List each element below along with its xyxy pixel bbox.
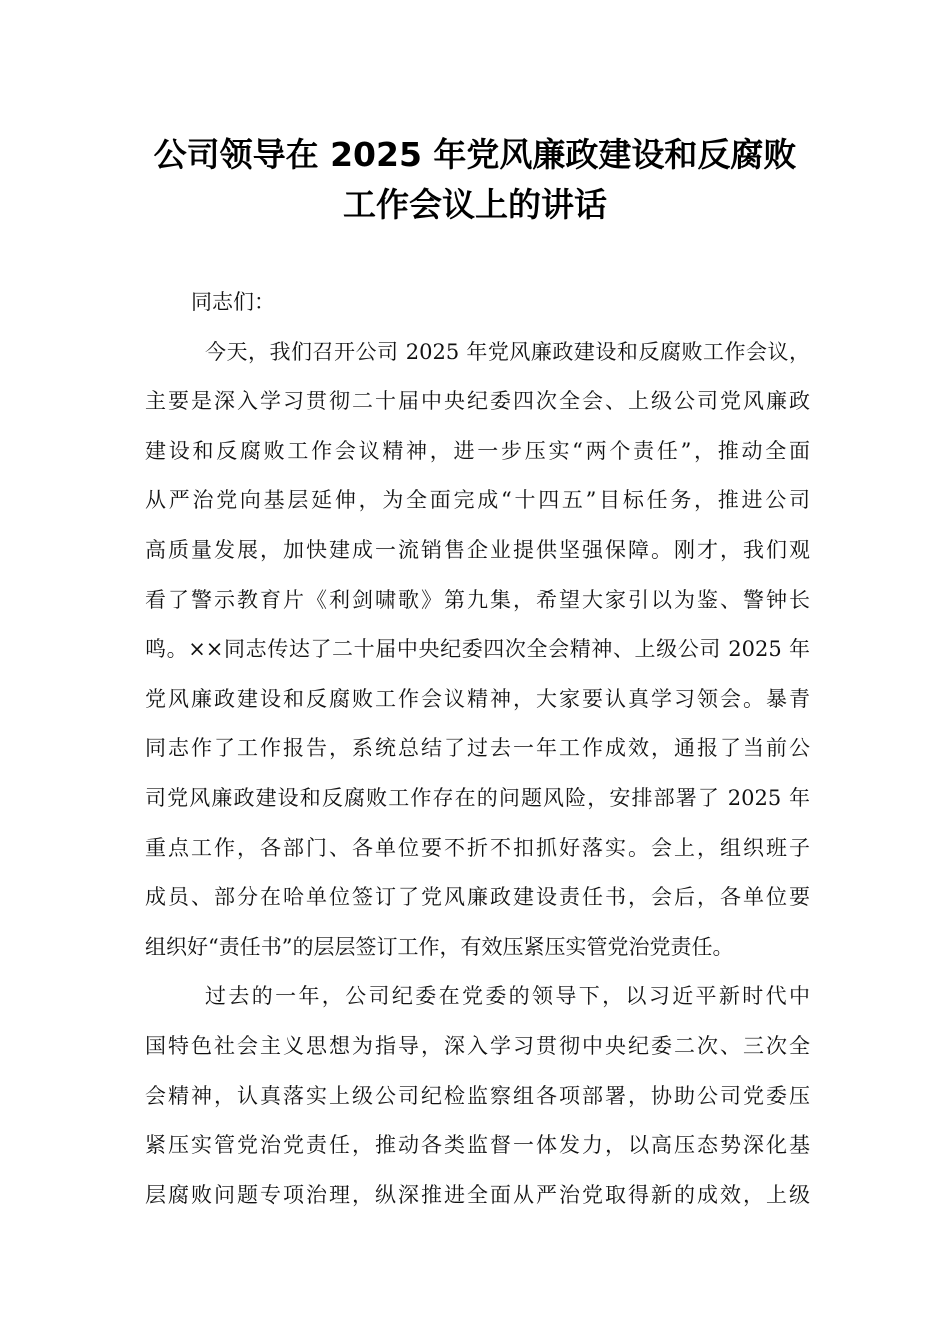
document-title [120,130,830,230]
paragraph-line: 组织好“责任书”的层层签订工作，有效压紧压实管党治党责任。 [145,934,734,959]
document-body [145,278,810,1220]
paragraph-line: 主要是深入学习贯彻二十届中央纪委四次全会、上级公司党风廉政 [145,389,810,414]
salutation: 同志们： [191,290,275,314]
paragraph-line: 高质量发展，加快建成一流销售企业提供坚强保障。刚才，我们观 [145,537,810,562]
paragraph-line: 紧压实管党治党责任，推动各类监督一体发力，以高压态势深化基 [145,1133,810,1158]
paragraph-1 [145,328,810,973]
paragraph-line: 成员、部分在哈单位签订了党风廉政建设责任书，会后，各单位要 [145,885,810,910]
title-line-1: 公司领导在 2025 年党风廉政建设和反腐败 [153,135,797,174]
paragraph-line: 鸣。××同志传达了二十届中央纪委四次全会精神、上级公司 2025 年 [145,637,810,662]
paragraph-line: 国特色社会主义思想为指导，深入学习贯彻中央纪委二次、三次全 [145,1033,810,1058]
paragraph-line: 看了警示教育片《利剑啸歌》第九集，希望大家引以为鉴、警钟长 [145,587,810,612]
paragraph-line: 从严治党向基层延伸，为全面完成“十四五”目标任务，推进公司 [145,488,810,513]
paragraph-line: 建设和反腐败工作会议精神，进一步压实“两个责任”，推动全面 [145,438,810,463]
paragraph-line: 会精神，认真落实上级公司纪检监察组各项部署，协助公司党委压 [145,1083,810,1108]
paragraph-line: 司党风廉政建设和反腐败工作存在的问题风险，安排部署了 2025 年 [145,785,810,810]
paragraph-line: 重点工作，各部门、各单位要不折不扣抓好落实。会上，组织班子 [145,835,810,860]
paragraph-line: 层腐败问题专项治理，纵深推进全面从严治党取得新的成效，上级 [145,1182,810,1207]
title-line-2: 工作会议上的讲话 [343,185,607,224]
paragraph-line: 过去的一年，公司纪委在党委的领导下，以习近平新时代中 [205,984,810,1009]
paragraph-line: 党风廉政建设和反腐败工作会议精神，大家要认真学习领会。暴青 [145,686,810,711]
paragraph-line: 同志作了工作报告，系统总结了过去一年工作成效，通报了当前公 [145,736,810,761]
paragraph-2 [145,972,810,1220]
paragraph-line: 今天，我们召开公司 2025 年党风廉政建设和反腐败工作会议， [205,339,810,364]
